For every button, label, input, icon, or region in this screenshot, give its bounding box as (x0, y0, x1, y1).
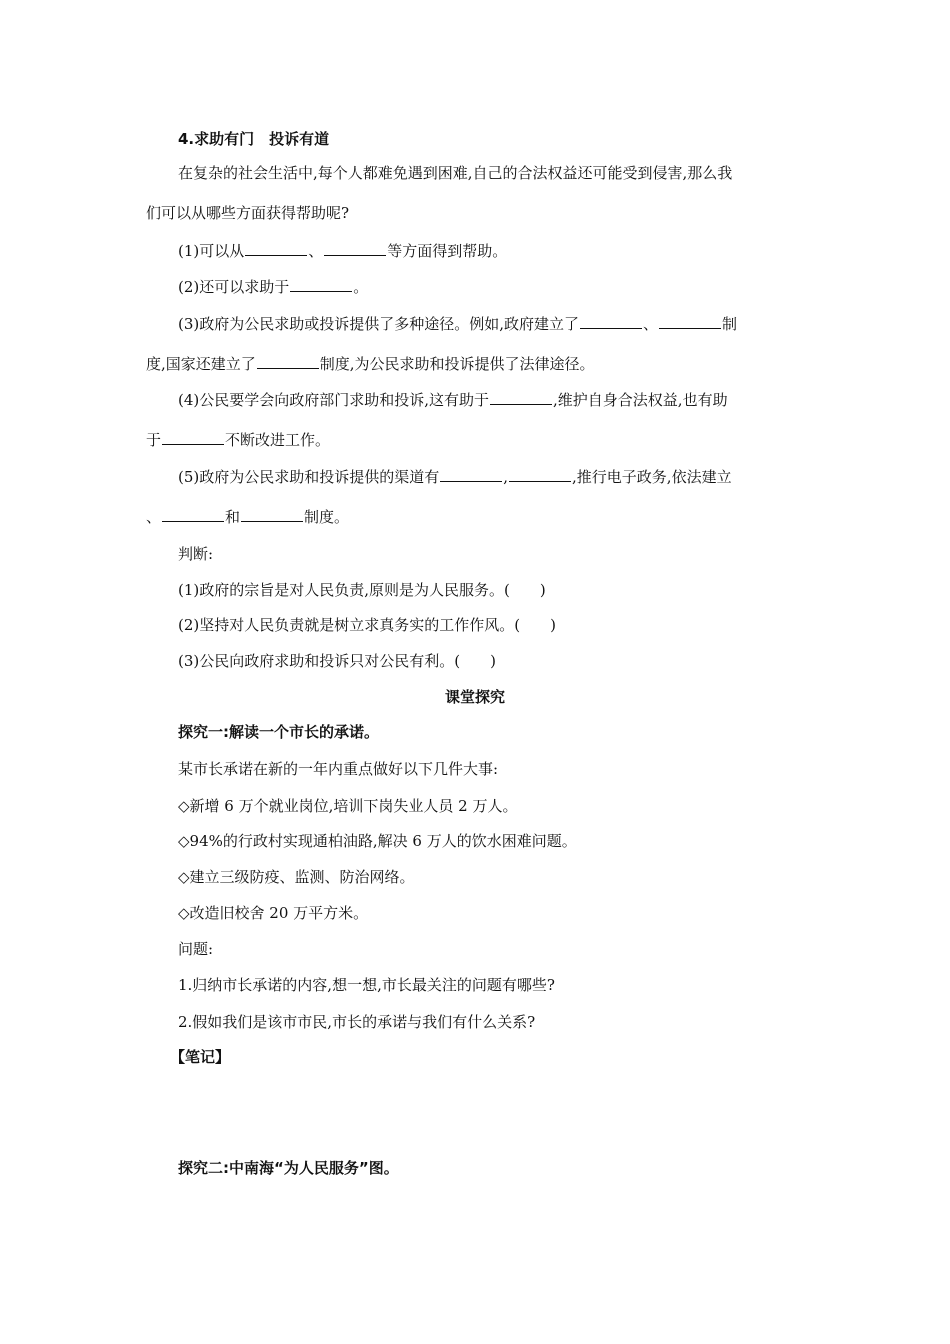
question-4-text-d: 不断改进工作。 (225, 431, 331, 449)
explore-1-intro: 某市长承诺在新的一年内重点做好以下几件大事: (178, 760, 499, 778)
judge-item: (2)坚持对人民负责就是树立求真务实的工作作风。( ) (178, 616, 556, 634)
question-5-text-d: 、 (146, 508, 162, 526)
question-3-line-2 (146, 354, 595, 374)
question-2-text-a: (2)还可以求助于 (178, 278, 290, 296)
fill-blank[interactable] (440, 467, 502, 482)
judge-item: (3)公民向政府求助和投诉只对公民有利。( ) (178, 652, 496, 670)
question-item: 1.归纳市长承诺的内容,想一想,市长最关注的问题有哪些? (178, 976, 555, 994)
explore-1-title: 探究一:解读一个市长的承诺。 (178, 723, 379, 741)
explore-2-title: 探究二:中南海“为人民服务”图。 (178, 1159, 399, 1177)
question-2-text-b: 。 (353, 278, 369, 296)
question-5-line-2 (146, 507, 349, 527)
fill-blank[interactable] (162, 430, 224, 445)
fill-blank[interactable] (257, 354, 319, 369)
question-1 (178, 241, 507, 261)
fill-blank[interactable] (659, 314, 721, 329)
section-heading: 4.求助有门 投诉有道 (178, 130, 330, 148)
fill-blank[interactable] (241, 507, 303, 522)
fill-blank[interactable] (245, 241, 307, 256)
judge-label: 判断: (178, 545, 214, 563)
question-5-text-e: 和 (225, 508, 241, 526)
question-4-line-2 (146, 430, 330, 450)
fill-blank[interactable] (162, 507, 224, 522)
question-2 (178, 277, 368, 297)
question-4-text-b: ,维护自身合法权益,也有助 (553, 391, 728, 409)
question-3-text-e: 制度,为公民求助和投诉提供了法律途径。 (319, 355, 595, 373)
question-3-text-c: 制 (722, 315, 738, 333)
fill-blank[interactable] (290, 277, 352, 292)
question-3-text-d: 度,国家还建立了 (146, 355, 256, 373)
question-5-text-b: , (503, 468, 509, 486)
question-5-text-c: ,推行电子政务,依法建立 (572, 468, 732, 486)
promise-item: ◇新增 6 万个就业岗位,培训下岗失业人员 2 万人。 (178, 797, 518, 815)
question-3-text-b: 、 (643, 315, 659, 333)
promise-item: ◇改造旧校舍 20 万平方米。 (178, 904, 369, 922)
question-5-line-1 (178, 467, 732, 487)
intro-line-1: 在复杂的社会生活中,每个人都难免遇到困难,自己的合法权益还可能受到侵害,那么我 (178, 164, 733, 182)
question-item: 2.假如我们是该市市民,市长的承诺与我们有什么关系? (178, 1013, 536, 1031)
notes-label: 【笔记】 (170, 1048, 231, 1066)
intro-line-2: 们可以从哪些方面获得帮助呢? (146, 204, 350, 222)
promise-item: ◇建立三级防疫、监测、防治网络。 (178, 868, 415, 886)
question-4-text-a: (4)公民要学会向政府部门求助和投诉,这有助于 (178, 391, 490, 409)
classroom-title: 课堂探究 (444, 688, 505, 706)
fill-blank[interactable] (490, 390, 552, 405)
fill-blank[interactable] (509, 467, 571, 482)
question-3-text-a: (3)政府为公民求助或投诉提供了多种途径。例如,政府建立了 (178, 315, 580, 333)
question-4-line-1 (178, 390, 728, 410)
fill-blank[interactable] (324, 241, 386, 256)
question-1-text-a: (1)可以从 (178, 242, 245, 260)
question-1-text-c: 等方面得到帮助。 (387, 242, 508, 260)
question-5-text-a: (5)政府为公民求助和投诉提供的渠道有 (178, 468, 440, 486)
question-1-text-b: 、 (308, 242, 324, 260)
question-5-text-f: 制度。 (304, 508, 350, 526)
questions-label: 问题: (178, 940, 214, 958)
fill-blank[interactable] (580, 314, 642, 329)
question-3-line-1 (178, 314, 737, 334)
judge-item: (1)政府的宗旨是对人民负责,原则是为人民服务。( ) (178, 581, 546, 599)
question-4-text-c: 于 (146, 431, 162, 449)
promise-item: ◇94%的行政村实现通柏油路,解决 6 万人的饮水困难问题。 (178, 832, 577, 850)
